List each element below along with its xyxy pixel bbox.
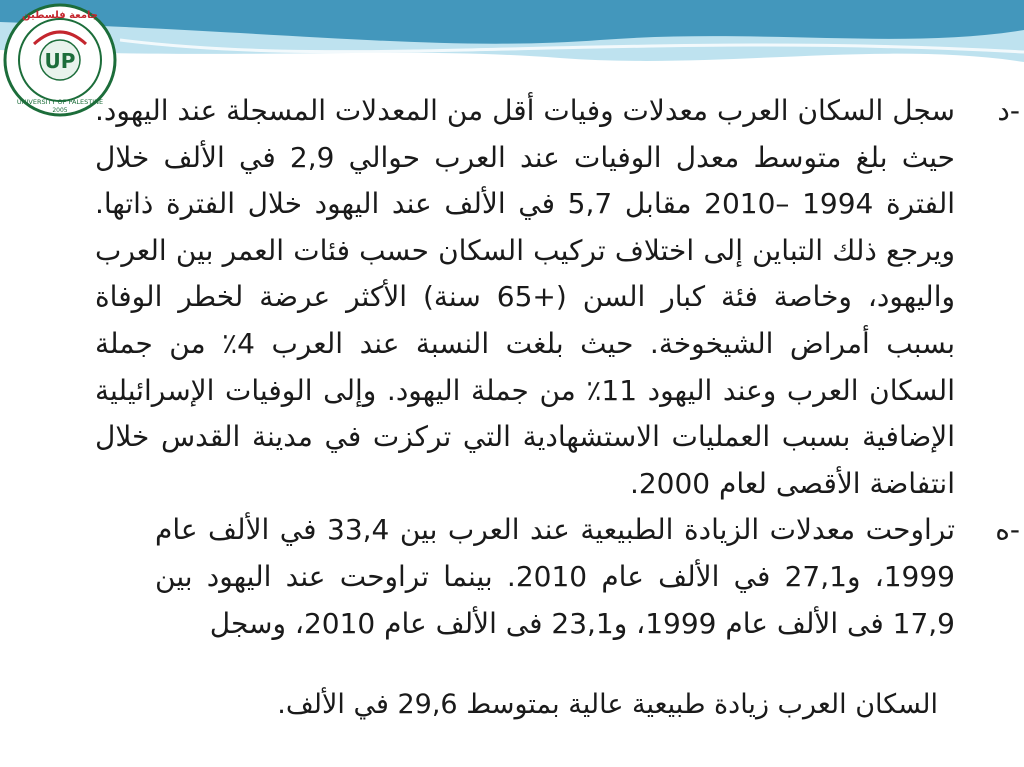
logo-english-name: UNIVERSITY OF PALESTINE xyxy=(16,98,104,106)
paragraph-text: سجل السكان العرب معدلات وفيات أقل من المعدلات المسجلة عند اليهود. حيث بلغ متوسط معدل الوفيات عند العرب حوالي 2,9 في الألف خلال الفترة 1994 –2010 مقابل 5,7 في الألف عند اليهود خلال الفترة ذاتها. ويرجع ذلك التباين إلى اختلاف تركيب السكان حسب فئات العمر بين العرب واليهود، وخاصة فئة كبار السن (+65 سنة) الأكثر عرضة لخطر الوفاة بسبب أمراض الشيخوخة. حيث بلغت النسبة عند العرب 4٪ من جملة السكان العرب وعند اليهود 11٪ من جملة اليهود. وإلى الوفيات الإسرائيلية الإضافية بسبب العمليات الاستشهادية التي تركزت في مدينة القدس خلال انتفاضة الأقصى لعام 2000. xyxy=(95,94,956,500)
header-wave-decoration xyxy=(0,0,1024,80)
paragraph-text: تراوحت معدلات الزيادة الطبيعية عند العرب بين 33,4 في الألف عام 1999، و27,1 في الألف عام 2010. بينما تراوحت عند اليهود بين 17,9 فى الألف عام 1999، و23,1 فى الألف عام 2010، وسجل xyxy=(155,513,956,640)
paragraph-marker: ه- xyxy=(995,513,1020,547)
logo-initials: UP xyxy=(44,49,76,73)
slide-body xyxy=(95,88,1020,647)
logo-year: 2005 xyxy=(52,107,68,114)
footer-text-line: السكان العرب زيادة طبيعية عالية بمتوسط 29,6 في الألف. xyxy=(277,689,938,720)
logo-arabic-name: جامعة فلسطين xyxy=(22,10,98,21)
paragraph-d xyxy=(95,88,1020,507)
paragraph-marker: د- xyxy=(997,94,1020,127)
paragraph-h xyxy=(95,507,1020,647)
